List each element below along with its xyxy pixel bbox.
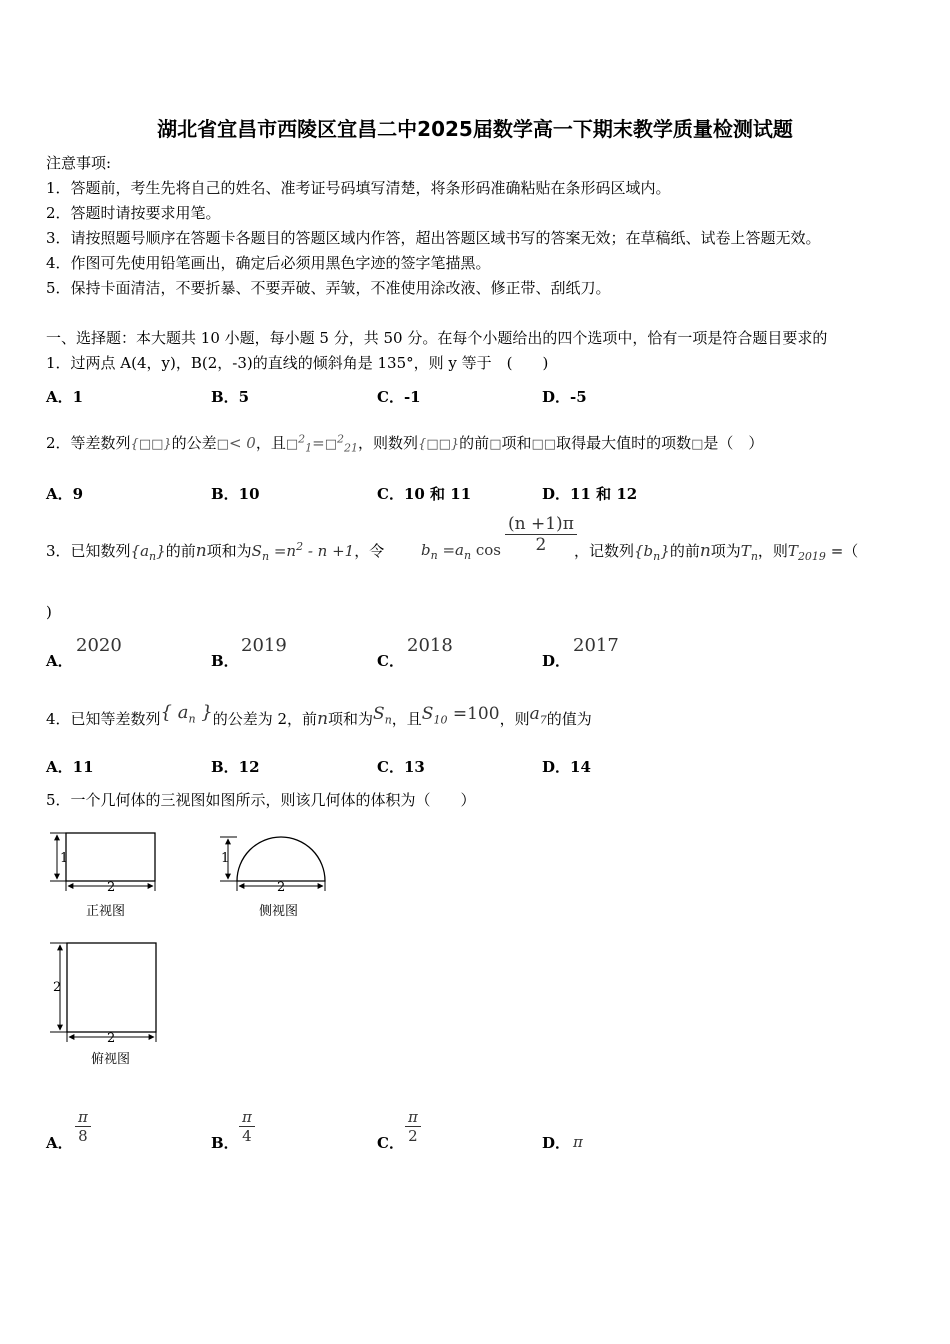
q1-option-b: B．5 (211, 388, 250, 406)
q4-option-a: A．11 (46, 758, 94, 776)
question-5-stem: 5．一个几何体的三视图如图所示，则该几何体的体积为（ ） (46, 791, 476, 809)
top-width-label: 2 (107, 1031, 116, 1046)
q5-option-a-label: A． (46, 1134, 73, 1152)
q3-frac-den: 2 (535, 535, 547, 555)
q2-text: ，则数列 (358, 434, 419, 452)
q2-option-a: A．9 (46, 485, 84, 503)
q3-close-paren: ) (46, 603, 52, 621)
q3-text: 3．已知数列 (46, 542, 131, 560)
top-view-rect (67, 943, 156, 1032)
q2-d-glyph: □ (216, 437, 229, 452)
q3-option-c-value: 2018 (407, 635, 453, 656)
q3-sub: n (750, 550, 758, 563)
q4-option-c: C．13 (377, 758, 425, 776)
top-height-label: 2 (53, 980, 62, 995)
q3-math: S (251, 542, 262, 560)
side-width-label: 2 (277, 880, 286, 895)
q3-text: =（ (830, 542, 859, 560)
q4-math: a (529, 704, 540, 724)
notice-item: 3．请按照题号顺序在答题卡各题目的答题区域内作答，超出答题区域书写的答案无效；在草稿纸、试卷上答题无效。 (46, 229, 821, 247)
q4-sub: n (384, 713, 392, 727)
q4-sub: 10 (433, 713, 448, 727)
front-width-label: 2 (107, 880, 116, 895)
q3-stem-cont (574, 540, 858, 563)
q2-text: 的公差 (171, 434, 217, 452)
q2-sup: 2 (298, 432, 306, 446)
q4-math: =100 (452, 704, 500, 724)
front-view (50, 833, 155, 919)
q2-text: 项和 (501, 434, 532, 452)
q3-option-b-label: B． (211, 652, 239, 670)
q4-option-b: B．12 (211, 758, 260, 776)
q2-seq-glyph: {□□} (130, 437, 172, 452)
q4-sub: 7 (539, 713, 547, 727)
q3-sub: n (149, 550, 157, 563)
q3-math: {a (130, 542, 150, 560)
q3-math: =a (442, 540, 464, 559)
q4-math-n: n (317, 709, 329, 729)
q3-text: 项和为 (206, 542, 252, 560)
q3-t2019 (787, 542, 826, 563)
notice-item: 5．保持卡面清洁，不要折暴、不要弄破、弄皱，不准使用涂改液、修正带、刮纸刀。 (46, 279, 611, 297)
q4-text: ，则 (499, 710, 530, 728)
q3-option-d-label: D． (542, 652, 571, 670)
q3-math: } (660, 542, 670, 560)
q3-text: 项为 (710, 542, 741, 560)
q3-option-a-value: 2020 (76, 635, 122, 656)
q3-sup: 2 (296, 540, 304, 553)
q5-frac-num: π (405, 1108, 421, 1127)
q2-sn-glyph: □□ (531, 437, 557, 452)
q2-text: 是（ ） (703, 434, 764, 452)
q3-math: } (156, 542, 166, 560)
q3-sub: n (464, 548, 472, 562)
q3-option-d-value: 2017 (573, 635, 619, 656)
q5-frac-num: π (75, 1108, 91, 1127)
q2-a21-glyph: □$^2_{21}$ (324, 432, 359, 455)
q2-seq-glyph: {□□} (418, 437, 460, 452)
q3-math: b (421, 540, 431, 559)
q2-option-c: C．10 和 11 (377, 485, 472, 503)
top-view (50, 943, 156, 1067)
q3-tn (740, 542, 758, 563)
side-height-label: 1 (221, 851, 230, 866)
q3-math: {b (634, 542, 654, 560)
q3-bn-expr (421, 540, 502, 562)
q4-text: 项和为 (328, 710, 374, 728)
q3-option-a-label: A． (46, 652, 73, 670)
three-view-figure (40, 825, 340, 1070)
question-4-stem (46, 702, 592, 732)
section-heading: 一、选择题：本大题共 10 小题，每小题 5 分，共 50 分。在每个小题给出的四个选项中，恰有一项是符合题目要求的 (46, 329, 828, 347)
q3-seq-an (130, 542, 166, 563)
q3-math: T (787, 542, 798, 560)
q3-text: ，记数列 (574, 542, 635, 560)
q3-math-cos: cos (475, 540, 502, 559)
q1-option-c: C．-1 (377, 388, 421, 406)
question-1-stem: 1．过两点 A(4，y)，B(2，-3)的直线的倾斜角是 135°，则 y 等于 ( ) (46, 354, 549, 372)
q5-option-a-fraction (75, 1108, 91, 1145)
q3-text: 的前 (669, 542, 700, 560)
q5-frac-num: π (239, 1108, 255, 1127)
notice-item: 2．答题时请按要求用笔。 (46, 204, 221, 222)
q3-option-b-value: 2019 (241, 635, 287, 656)
q2-option-b: B．10 (211, 485, 260, 503)
q3-sub: n (430, 548, 438, 562)
q2-n-glyph: □ (489, 437, 502, 452)
q2-text: 的前 (459, 434, 490, 452)
q4-sn (373, 704, 392, 727)
q5-frac-den: 2 (408, 1127, 418, 1145)
q3-math: =n (273, 542, 297, 560)
q2-sub: 1 (305, 441, 313, 455)
notice-item: 4．作图可先使用铅笔画出，确定后必须用黑色字迹的签字笔描黑。 (46, 254, 491, 272)
page-title: 湖北省宜昌市西陵区宜昌二中2025届数学高一下期末教学质量检测试题 (157, 117, 793, 141)
q3-sub: n (653, 550, 661, 563)
q4-text: 的值为 (546, 710, 592, 728)
question-2-stem (46, 432, 763, 455)
q2-a-glyph: □$^2_1$ (285, 432, 313, 455)
q4-text: ，且 (391, 710, 422, 728)
q5-frac-den: 8 (78, 1127, 88, 1145)
q3-bn-definition (421, 514, 577, 562)
q1-option-a: A．1 (46, 388, 84, 406)
q2-math-eq: = (312, 434, 325, 452)
q5-frac-den: 4 (242, 1127, 252, 1145)
q5-option-b-label: B． (211, 1134, 239, 1152)
notice-heading: 注意事项: (46, 154, 112, 172)
q5-option-c-value (405, 1108, 421, 1145)
q4-math: S (373, 704, 385, 724)
q3-text: ，则 (757, 542, 788, 560)
q4-math: a (177, 702, 189, 723)
q3-math: - n +1 (303, 542, 355, 560)
side-view-semicircle (237, 837, 325, 881)
q4-option-d: D．14 (542, 758, 591, 776)
q5-option-c-label: C． (377, 1134, 404, 1152)
q3-math: T (740, 542, 751, 560)
q4-sub: n (188, 712, 196, 726)
q3-sub: n (261, 550, 270, 563)
q3-sub: 2019 (797, 550, 826, 563)
q2-text: 取得最大值时的项数 (556, 434, 692, 452)
q5-option-d-label: D． (542, 1134, 571, 1152)
front-view-rect (66, 833, 155, 881)
q4-math: S (421, 704, 434, 724)
q3-sn-expr (251, 540, 355, 563)
q2-n-glyph: □ (691, 437, 704, 452)
q5-option-b-value (239, 1108, 255, 1145)
top-view-caption: 俯视图 (91, 1052, 131, 1067)
q2-text: 2．等差数列 (46, 434, 131, 452)
q3-fraction (505, 514, 577, 555)
q5-option-c-fraction (405, 1108, 421, 1145)
front-view-caption: 正视图 (86, 904, 126, 919)
q5-option-a-value (75, 1108, 91, 1145)
q3-text: ，令 (354, 542, 385, 560)
q4-text: 的公差为 2，前 (212, 710, 318, 728)
q4-text: 4．已知等差数列 (46, 710, 161, 728)
q4-s10 (421, 704, 500, 727)
q3-frac-num: (n +1)π (505, 514, 577, 535)
q2-sup: 2 (337, 432, 345, 446)
q4-a7 (529, 704, 547, 727)
q2-math-lt0: < 0 (228, 434, 256, 452)
side-view-caption: 侧视图 (259, 904, 299, 919)
q3-text: 的前 (165, 542, 196, 560)
q2-sub: 21 (344, 441, 359, 455)
q3-math-n: n (195, 541, 207, 561)
front-height-label: 1 (60, 851, 69, 866)
question-3-stem (46, 540, 384, 563)
q3-math-n: n (699, 541, 711, 561)
q4-seq-an: { $a_n$ } (160, 702, 213, 726)
q2-text: ，且 (255, 434, 286, 452)
side-view (220, 837, 325, 919)
q3-seq-bn (634, 542, 670, 563)
q3-option-c-label: C． (377, 652, 404, 670)
notice-item: 1．答题前，考生先将自己的姓名、准考证号码填写清楚，将条形码准确粘贴在条形码区域内。 (46, 179, 671, 197)
q5-option-b-fraction (239, 1108, 255, 1145)
q5-option-d-value: π (573, 1133, 583, 1151)
q2-option-d: D．11 和 12 (542, 485, 638, 503)
q1-option-d: D．-5 (542, 388, 587, 406)
